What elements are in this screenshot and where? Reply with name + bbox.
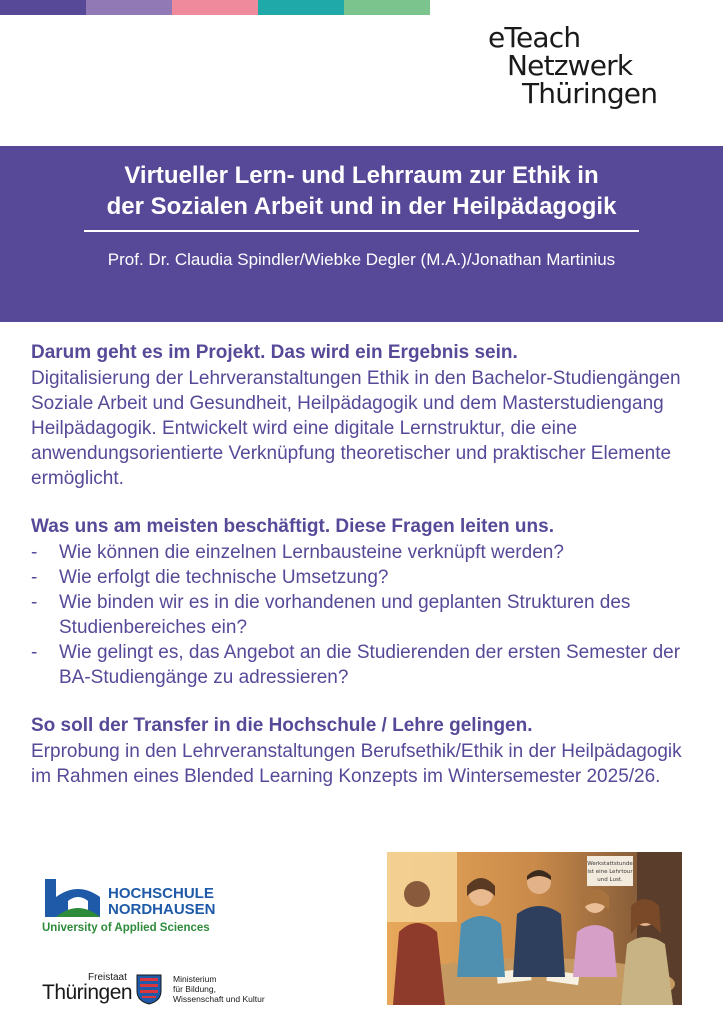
bullet-dash: - [31, 542, 38, 563]
eteach-logo [484, 21, 658, 110]
hochschule-mark-icon [42, 877, 104, 921]
title-line-1: Virtueller Lern- und Lehrraum zur Ethik in [124, 162, 599, 189]
section-heading-transfer: So soll der Transfer in die Hochschule / Lehre gelingen. [31, 715, 533, 736]
section-heading-project: Darum geht es im Projekt. Das wird ein Ergebnis sein. [31, 342, 518, 363]
bullet-dash: - [31, 592, 38, 613]
logo-line-netzwerk: Netzwerk [507, 49, 633, 82]
ministry-line-3: Wissenschaft und Kultur [173, 994, 265, 1004]
photo-sign-line-2: ist eine Lehrtour [587, 869, 633, 875]
photo-sign-line-3: und Lust. [597, 877, 623, 883]
color-stripe [0, 0, 430, 15]
thueringen-label: Thüringen [42, 981, 133, 1004]
list-item [31, 640, 701, 690]
photo-sign-line-1: Werkstattstunde [587, 861, 633, 867]
title-divider [84, 230, 639, 232]
list-item [31, 540, 701, 565]
list-item [31, 590, 701, 640]
hochschule-name [108, 886, 216, 918]
ministry-line-1: Ministerium [173, 974, 217, 984]
section-body-transfer: Erprobung in den Lehrveranstaltungen Berufsethik/Ethik in der Heilpädagogik im Rahmen eines Blended Learning Konzepts im Wintersemester 2025/26. [31, 741, 682, 787]
bullet-dash: - [31, 567, 38, 588]
logo-line-eteach: eTeach [488, 21, 581, 54]
questions-list [31, 540, 701, 690]
lion-crest-icon [135, 973, 163, 1005]
list-item-text: Wie erfolgt die technische Umsetzung? [59, 567, 389, 588]
list-item-text: Wie gelingt es, das Angebot an die Studierenden der ersten Semester der BA-Studiengänge zu adressieren? [59, 642, 681, 688]
page-title [0, 160, 723, 222]
list-item-text: Wie binden wir es in die vorhandenen und geplanten Strukturen des Studienbereiches ein? [59, 592, 631, 638]
ministry-line-2: für Bildung, [173, 984, 216, 994]
stripe-lilac [86, 0, 172, 15]
authors: Prof. Dr. Claudia Spindler/Wiebke Degler (M.A.)/Jonathan Martinius [107, 250, 616, 269]
stripe-purple [0, 0, 86, 15]
freistaat-label: Freistaat [88, 972, 127, 983]
logo-line-thueringen: Thüringen [522, 77, 658, 110]
section-body-project: Digitalisierung der Lehrveranstaltungen Ethik in den Bachelor-Studiengängen Soziale Arbeit und Gesundheit, Heilpädagogik und dem Masterstudiengang Heilpädagogik. Entwickelt wird eine digitale Lernstruktur, die eine anwendungsorientierte Verknüpfung theoretischer und praktischer Elemente ermöglicht. [31, 368, 681, 489]
hochschule-line-2: NORDHAUSEN [108, 901, 216, 918]
stripe-pink [172, 0, 258, 15]
title-line-2: der Sozialen Arbeit und in der Heilpädagogik [106, 193, 617, 220]
title-banner [0, 146, 723, 322]
ministry-label [173, 974, 265, 1004]
list-item [31, 565, 701, 590]
section-heading-questions: Was uns am meisten beschäftigt. Diese Fragen leiten uns. [31, 516, 554, 537]
list-item-text: Wie können die einzelnen Lernbausteine verknüpft werden? [59, 542, 564, 563]
thueringen-ministry-logo [42, 970, 282, 1010]
stripe-teal [258, 0, 344, 15]
main-content [31, 340, 701, 789]
hochschule-line-1: HOCHSCHULE [108, 885, 214, 902]
students-discussion-illustration [387, 852, 682, 1005]
hochschule-nordhausen-logo [42, 877, 232, 937]
hochschule-subtitle: University of Applied Sciences [42, 922, 210, 934]
bullet-dash: - [31, 642, 38, 663]
stripe-green [344, 0, 430, 15]
